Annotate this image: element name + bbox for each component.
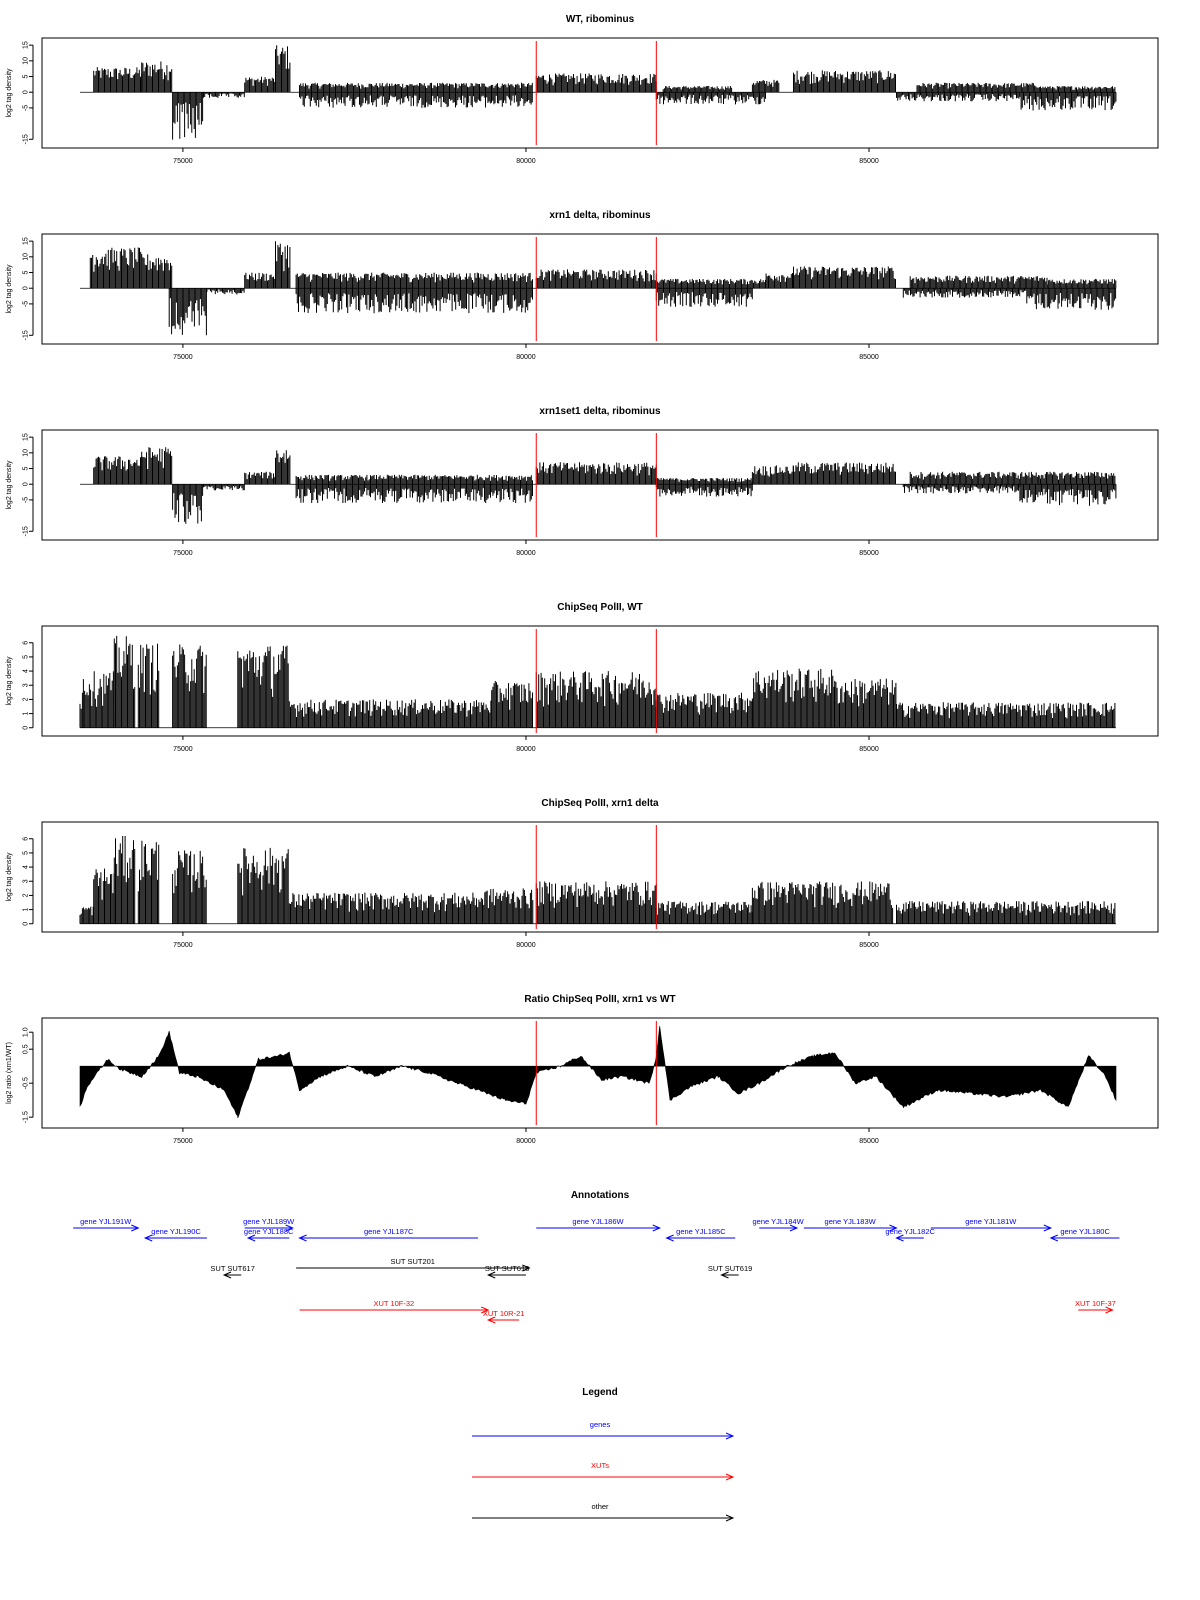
bar-segment-positive (835, 679, 896, 728)
y-tick-label: 15 (22, 237, 30, 246)
bar-segment-positive (276, 45, 290, 92)
bar-segment-positive (910, 276, 1047, 289)
sut-feature (485, 1264, 529, 1278)
x-tick-label: 80000 (516, 746, 536, 753)
bar-segment-negative (897, 92, 1019, 101)
legend-title: Legend (582, 1387, 618, 1398)
panel-1 (6, 14, 1158, 165)
y-axis (6, 837, 33, 926)
y-tick-label: 3 (22, 683, 30, 688)
y-tick-label: 0 (22, 921, 30, 926)
panel-title: xrn1 delta, ribominus (549, 210, 651, 221)
gene-feature (1051, 1227, 1120, 1241)
bar-segment-negative (204, 484, 245, 490)
bar-segment-negative (1020, 484, 1116, 506)
y-axis (6, 1027, 33, 1123)
x-tick-label: 75000 (173, 158, 193, 165)
gene-feature (73, 1217, 138, 1231)
bar-segment-positive (1041, 472, 1115, 485)
bar-segment-negative (296, 484, 532, 503)
x-tick-label: 85000 (859, 354, 879, 361)
ratio-area (80, 1026, 1116, 1118)
y-axis (6, 41, 33, 144)
arrow-label: SUT SUT617 (210, 1264, 255, 1273)
bar-segment-positive (536, 671, 656, 728)
bar-segment-positive (114, 636, 134, 728)
y-axis (6, 433, 33, 536)
plot-area (80, 825, 1116, 929)
y-tick-label: 5 (22, 270, 30, 275)
y-tick-label: 5 (22, 850, 30, 855)
y-tick-label: 4 (22, 865, 30, 870)
legend (472, 1387, 733, 1521)
legend-item-genes (472, 1420, 733, 1439)
arrow-label: gene YJL189W (243, 1217, 295, 1226)
y-tick-label: 0 (22, 725, 30, 730)
bar-segment-positive (238, 848, 288, 924)
x-tick-label: 75000 (173, 942, 193, 949)
x-tick-label: 75000 (173, 354, 193, 361)
panel-title: Ratio ChipSeq PolII, xrn1 vs WT (524, 994, 676, 1005)
bar-segment-negative (1020, 92, 1116, 110)
bar-segment-positive (656, 478, 752, 484)
y-axis-label: log2 tag density (6, 852, 13, 902)
xut-feature (483, 1309, 525, 1323)
bar-segment-positive (828, 882, 893, 924)
y-tick-label: 3 (22, 879, 30, 884)
arrow-label: gene YJL184W (752, 1217, 804, 1226)
panel-2 (6, 210, 1158, 361)
y-axis-label: log2 tag density (6, 460, 13, 510)
xut-feature (300, 1299, 489, 1313)
bar-segment-negative (169, 288, 206, 335)
x-axis (173, 148, 879, 165)
y-tick-label: -15 (22, 134, 30, 145)
bar-segment-positive (142, 62, 172, 93)
panel-title: ChipSeq PolII, xrn1 delta (541, 798, 659, 809)
y-tick-label: 0 (22, 286, 30, 291)
arrow-label: gene YJL187C (363, 1227, 414, 1236)
bar-segment-positive (536, 881, 656, 923)
plot-area (80, 1021, 1116, 1125)
y-tick-label: -15 (22, 526, 30, 537)
y-tick-label: 0.5 (22, 1044, 30, 1055)
x-tick-label: 80000 (516, 354, 536, 361)
bar-segment-positive (296, 475, 532, 484)
legend-label: XUTs (591, 1461, 609, 1470)
arrow-label: XUT 10R-21 (482, 1309, 525, 1318)
bar-segment-negative (296, 288, 532, 313)
x-tick-label: 75000 (173, 746, 193, 753)
gene-feature (667, 1227, 736, 1241)
bar-segment-positive (90, 248, 140, 289)
y-tick-label: 5 (22, 654, 30, 659)
bar-segment-positive (289, 699, 491, 727)
bar-segment-positive (663, 86, 731, 92)
x-tick-label: 85000 (859, 158, 879, 165)
y-tick-label: -5 (22, 300, 30, 308)
arrow-label: gene YJL180C (1060, 1227, 1110, 1236)
bar-segment-negative (656, 288, 752, 307)
y-axis-label: log2 tag density (6, 68, 13, 118)
bar-segment-positive (245, 77, 275, 92)
panel-5 (6, 798, 1158, 949)
y-tick-label: 5 (22, 466, 30, 471)
bar-segment-positive (794, 266, 896, 288)
bar-segment-positive (536, 269, 656, 288)
panel-4 (6, 602, 1158, 753)
bar-segment-positive (138, 841, 158, 924)
legend-item-xuts (472, 1461, 733, 1480)
y-tick-label: 4 (22, 669, 30, 674)
bar-segment-positive (276, 241, 290, 288)
annotations-title: Annotations (570, 1190, 630, 1201)
bar-segment-positive (142, 254, 172, 288)
bar-segment-positive (289, 893, 483, 924)
y-tick-label: 2 (22, 893, 30, 898)
bar-segment-positive (173, 850, 207, 923)
bar-segment-positive (485, 888, 533, 923)
x-axis (173, 736, 879, 753)
plot-area (80, 629, 1116, 733)
bar-segment-negative (656, 484, 752, 496)
x-tick-label: 85000 (859, 550, 879, 557)
y-tick-label: -1.5 (22, 1111, 30, 1124)
arrow-label: SUT SUT618 (484, 1264, 530, 1273)
x-tick-label: 75000 (173, 1138, 193, 1145)
y-tick-label: -5 (22, 104, 30, 112)
x-axis (173, 932, 879, 949)
bar-segment-positive (656, 693, 752, 728)
x-tick-label: 85000 (859, 746, 879, 753)
gene-feature (753, 1217, 805, 1231)
x-tick-label: 80000 (516, 942, 536, 949)
annotations-panel (73, 1190, 1119, 1323)
y-axis-label: log2 ratio (xrn1/WT) (6, 1042, 13, 1104)
legend-label: other (591, 1502, 609, 1511)
y-tick-label: 15 (22, 433, 30, 442)
bar-segment-negative (204, 92, 245, 98)
bar-segment-positive (300, 83, 533, 92)
arrow-label: gene YJL190C (151, 1227, 201, 1236)
gene-feature (536, 1217, 659, 1231)
y-tick-label: 0 (22, 482, 30, 487)
bar-segment-positive (536, 73, 656, 92)
y-tick-label: 10 (22, 448, 30, 457)
bar-segment-positive (794, 70, 896, 92)
bar-segment-positive (917, 83, 1039, 92)
bar-segment-positive (94, 67, 142, 92)
bar-segment-positive (80, 693, 82, 728)
y-tick-label: 0 (22, 90, 30, 95)
arrow-label: gene YJL182C (885, 1227, 935, 1236)
gene-feature (804, 1217, 897, 1231)
arrow-label: gene YJL181W (965, 1217, 1017, 1226)
y-tick-label: 5 (22, 74, 30, 79)
bar-segment-positive (138, 644, 158, 728)
bar-segment-positive (245, 472, 275, 485)
panel-title: WT, ribominus (565, 14, 635, 25)
bar-segment-positive (296, 273, 532, 289)
gene-feature (931, 1217, 1051, 1231)
bar-segment-positive (80, 907, 93, 924)
bar-segment-negative (656, 92, 765, 104)
y-axis-label: log2 tag density (6, 264, 13, 314)
x-axis (173, 344, 879, 361)
y-axis (6, 641, 33, 730)
bar-segment-negative (173, 92, 203, 139)
arrow-label: gene YJL183W (824, 1217, 876, 1226)
bar-segment-positive (752, 80, 778, 92)
y-tick-label: 6 (22, 836, 30, 841)
x-tick-label: 75000 (173, 550, 193, 557)
y-tick-label: -5 (22, 496, 30, 504)
bar-segment-positive (794, 462, 896, 484)
plot-area (80, 41, 1116, 145)
legend-item-other (472, 1502, 733, 1521)
bar-segment-positive (83, 671, 113, 728)
plot-area (80, 237, 1116, 341)
x-axis (173, 1128, 879, 1145)
arrow-label: XUT 10F-37 (1075, 1299, 1116, 1308)
y-tick-label: 1 (22, 711, 30, 716)
x-tick-label: 85000 (859, 942, 879, 949)
bar-segment-positive (897, 901, 1115, 924)
y-tick-label: 1 (22, 907, 30, 912)
y-axis-label: log2 tag density (6, 656, 13, 706)
y-tick-label: 10 (22, 56, 30, 65)
bar-segment-positive (276, 450, 290, 484)
bar-segment-positive (94, 456, 142, 484)
panel-3 (6, 406, 1158, 557)
xut-feature (1075, 1299, 1116, 1313)
bar-segment-positive (656, 279, 765, 288)
gene-feature (300, 1227, 478, 1241)
sut-feature (708, 1264, 752, 1278)
bar-segment-positive (94, 869, 114, 924)
plot-area (80, 433, 1116, 537)
bar-segment-negative (207, 288, 244, 294)
bar-segment-positive (492, 681, 533, 728)
gene-feature (885, 1227, 935, 1241)
x-tick-label: 80000 (516, 1138, 536, 1145)
y-tick-label: 2 (22, 697, 30, 702)
bar-segment-positive (142, 447, 172, 484)
bar-segment-negative (1027, 288, 1116, 310)
bar-segment-negative (300, 92, 533, 108)
y-tick-label: -15 (22, 330, 30, 341)
bar-segment-negative (173, 484, 203, 524)
bar-segment-positive (245, 273, 275, 289)
bar-segment-positive (897, 702, 1115, 728)
y-tick-label: 15 (22, 41, 30, 50)
y-tick-label: 6 (22, 640, 30, 645)
bar-segment-positive (656, 901, 752, 924)
arrow-label: gene YJL185C (676, 1227, 726, 1236)
panel-6 (6, 994, 1158, 1145)
arrow-label: SUT SUT619 (707, 1264, 753, 1273)
bar-segment-positive (238, 646, 288, 728)
gene-feature (244, 1227, 294, 1241)
bar-segment-positive (752, 882, 826, 924)
bar-segment-negative (903, 288, 1025, 297)
y-tick-label: -0.5 (22, 1077, 30, 1090)
sut-feature (210, 1264, 254, 1278)
bar-segment-positive (910, 472, 1040, 485)
arrow-label: XUT 10F-32 (373, 1299, 415, 1308)
bar-segment-negative (903, 484, 1019, 493)
y-tick-label: 1.0 (22, 1027, 30, 1038)
panel-title: ChipSeq PolII, WT (557, 602, 643, 613)
x-axis (173, 540, 879, 557)
arrow-label: SUT SUT201 (390, 1257, 435, 1266)
arrow-label: gene YJL188C (243, 1227, 294, 1236)
x-tick-label: 85000 (859, 1138, 879, 1145)
gene-feature (145, 1227, 207, 1241)
legend-label: genes (589, 1420, 611, 1429)
bar-segment-positive (766, 273, 792, 288)
bar-segment-positive (536, 462, 656, 484)
y-tick-label: 10 (22, 252, 30, 261)
bar-segment-positive (1047, 279, 1115, 288)
arrow-label: gene YJL191W (80, 1217, 132, 1226)
bar-segment-positive (752, 669, 834, 728)
x-tick-label: 80000 (516, 550, 536, 557)
x-tick-label: 80000 (516, 158, 536, 165)
bar-segment-positive (114, 836, 134, 924)
bar-segment-positive (752, 465, 793, 484)
bar-segment-positive (1041, 86, 1115, 92)
arrow-label: gene YJL186W (572, 1217, 624, 1226)
y-axis (6, 237, 33, 340)
panel-title: xrn1set1 delta, ribominus (539, 406, 661, 417)
bar-segment-positive (173, 645, 207, 728)
